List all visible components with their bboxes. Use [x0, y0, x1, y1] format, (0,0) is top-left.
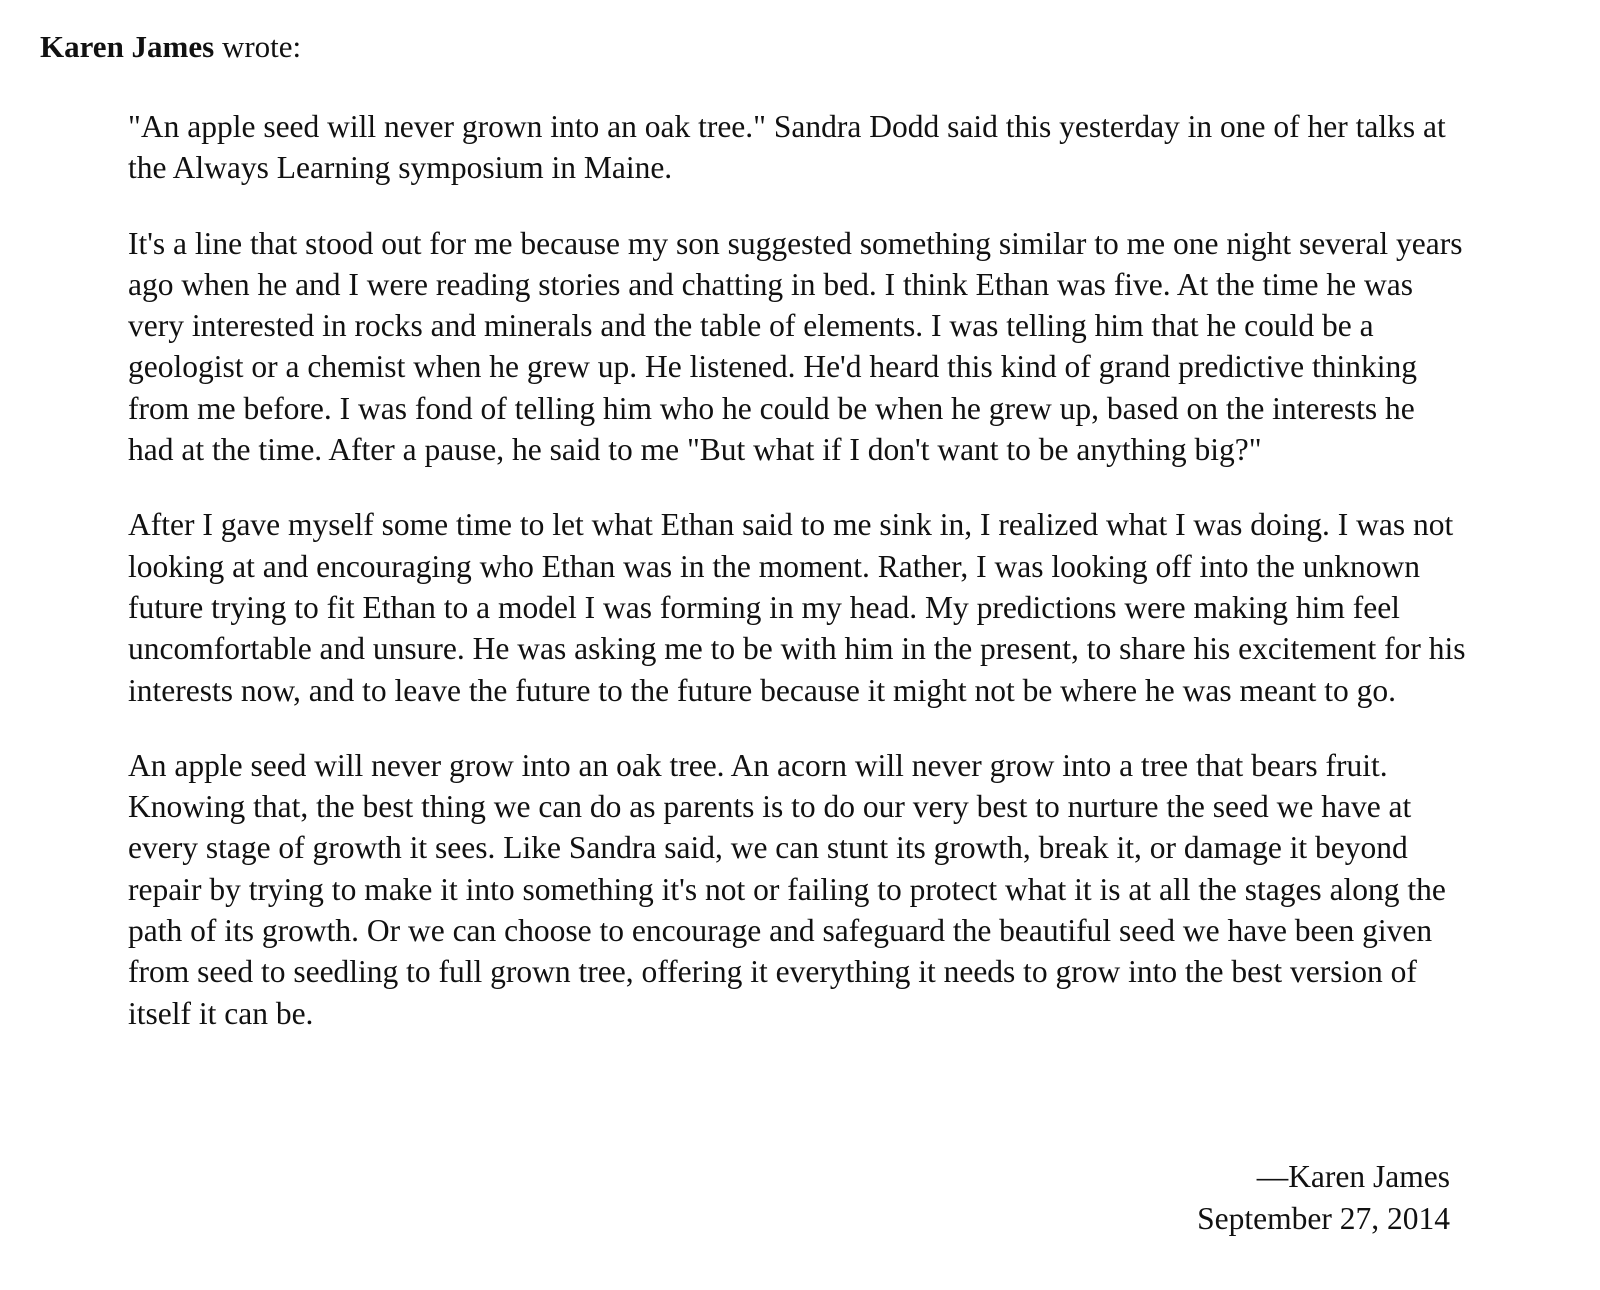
wrote-label: wrote: — [221, 29, 302, 64]
quote-block — [128, 106, 1468, 1068]
paragraph-3: After I gave myself some time to let what Ethan said to me sink in, I realized what I was doing. I was not looking at and encouraging who Ethan was in the moment. Rather, I was looking off into the unknown future trying to fit Ethan to a model I was forming in my head. My predictions were making him feel uncomfortable and unsure. He was asking me to be with him in the present, to share his excitement for his interests now, and to leave the future to the future because it might not be where he was meant to go. — [128, 507, 1466, 708]
signature-block — [1197, 1156, 1450, 1240]
paragraph-1: "An apple seed will never grown into an oak tree." Sandra Dodd said this yesterday in one of her talks at the Always Learning symposium in Maine. — [128, 109, 1446, 186]
signature-date: September 27, 2014 — [1197, 1201, 1450, 1236]
paragraph-2: It's a line that stood out for me because my son suggested something similar to me one night several years ago when he and I were reading stories and chatting in bed. I think Ethan was five. At the time he was very interested in rocks and minerals and the table of elements. I was telling him that he could be a geologist or a chemist when he grew up. He listened. He'd heard this kind of grand predictive thinking from me before. I was fond of telling him who he could be when he grew up, based on the interests he had at the time. After a pause, he said to me "But what if I don't want to be anything big?" — [128, 225, 1463, 468]
author-name: Karen James — [40, 29, 215, 64]
paragraph-4: An apple seed will never grow into an oak tree. An acorn will never grow into a tree that bears fruit. Knowing that, the best thing we can do as parents is to do our very best to nurture the seed we have at every stage of growth it sees. Like Sandra said, we can stunt its growth, break it, or damage it beyond repair by trying to make it into something it's not or failing to protect what it is at all the stages along the path of its growth. Or we can choose to encourage and safeguard the beautiful seed we have been given from seed to seedling to full grown tree, offering it everything it needs to grow into the best version of itself it can be. — [128, 747, 1446, 1031]
attribution-line — [40, 26, 301, 68]
signature-name: —Karen James — [1256, 1159, 1450, 1194]
